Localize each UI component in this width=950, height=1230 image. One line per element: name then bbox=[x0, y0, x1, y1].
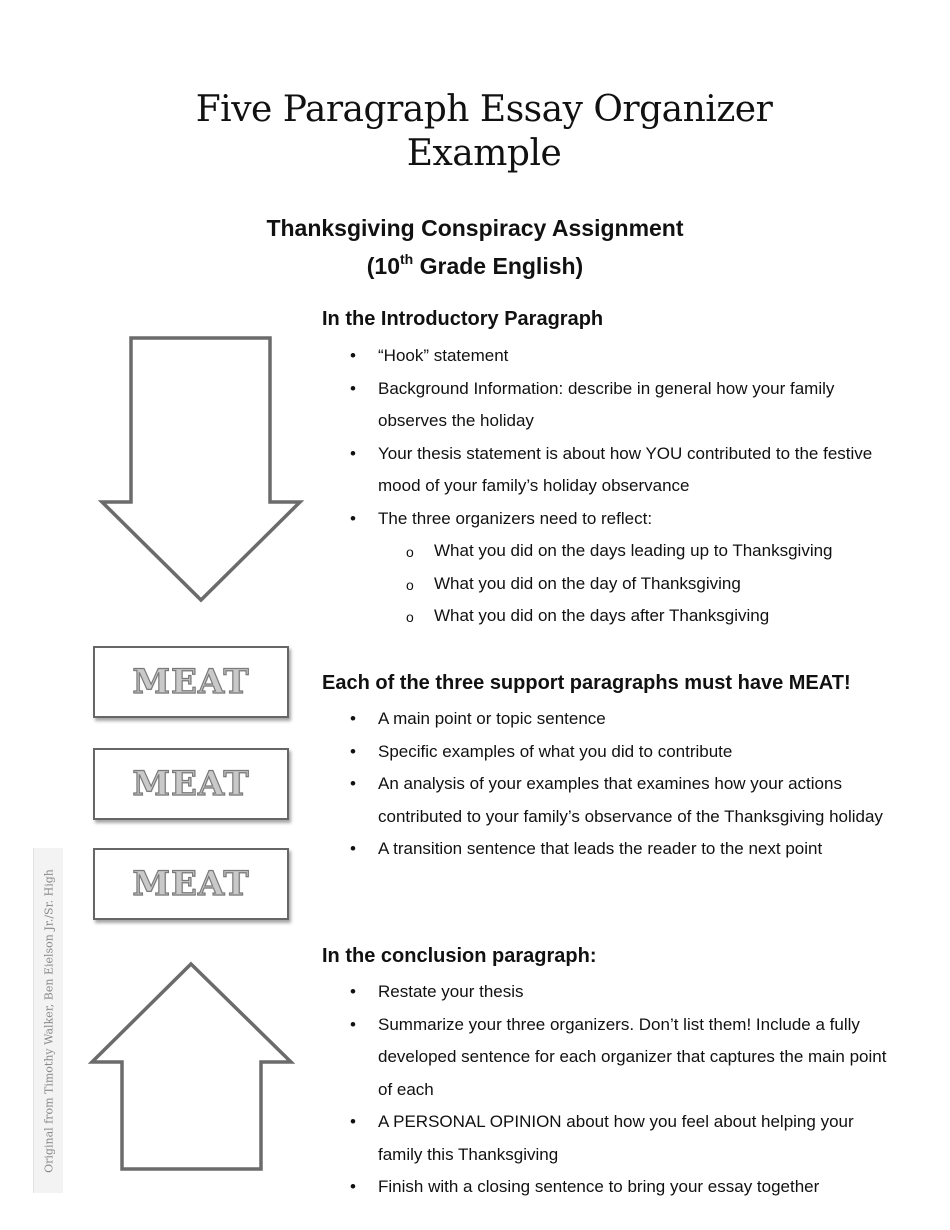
bullet-icon: • bbox=[350, 346, 356, 365]
list-item bbox=[322, 976, 902, 1009]
assignment-title: Thanksgiving Conspiracy Assignment bbox=[266, 215, 684, 241]
intro-bullet-text: “Hook” statement bbox=[378, 346, 509, 365]
intro-heading: In the Introductory Paragraph bbox=[322, 308, 604, 330]
support-list bbox=[322, 703, 902, 866]
meat-label: MEAT bbox=[132, 864, 250, 904]
conclusion-list bbox=[322, 976, 902, 1204]
bullet-icon: • bbox=[350, 839, 356, 858]
list-item bbox=[322, 736, 902, 769]
grade-prefix: (10 bbox=[366, 253, 401, 279]
conclusion-bullet-text: Finish with a closing sentence to bring your essay together bbox=[378, 1177, 820, 1196]
up-arrow-icon bbox=[88, 960, 298, 1174]
intro-bullet-text: Background Information: describe in general how your family observes the holiday bbox=[378, 378, 835, 430]
credit-sidebar bbox=[33, 848, 63, 1193]
sub-bullet-icon: o bbox=[406, 576, 414, 593]
bullet-icon: • bbox=[350, 1014, 356, 1034]
title-line-2: Example bbox=[406, 133, 562, 174]
meat-label: MEAT bbox=[132, 662, 250, 702]
list-item bbox=[322, 1171, 902, 1204]
down-arrow-icon bbox=[98, 334, 306, 604]
sub-bullet-icon: o bbox=[406, 544, 414, 560]
meat-box-1 bbox=[93, 646, 289, 718]
sub-list-item bbox=[378, 535, 902, 568]
bullet-icon: • bbox=[350, 774, 356, 793]
intro-bullet-text: Your thesis statement is about how YOU contributed to the festive mood of your family’s holiday observance bbox=[378, 443, 873, 495]
bullet-icon: • bbox=[350, 741, 356, 761]
bullet-icon: • bbox=[350, 709, 356, 728]
support-bullet-text: A transition sentence that leads the reader to the next point bbox=[378, 839, 823, 858]
list-item bbox=[322, 1106, 902, 1171]
list-item bbox=[322, 1009, 902, 1107]
meat-box-2 bbox=[93, 748, 289, 820]
bullet-icon: • bbox=[350, 1177, 356, 1196]
organizer-sublist bbox=[378, 535, 902, 633]
bullet-icon: • bbox=[350, 982, 356, 1001]
list-item bbox=[322, 373, 902, 438]
conclusion-bullet-text: A PERSONAL OPINION about how you feel about helping your family this Thanksgiving bbox=[378, 1112, 854, 1164]
sub-bullet-text: What you did on the days leading up to Thanksgiving bbox=[434, 541, 833, 560]
conclusion-bullet-text: Restate your thesis bbox=[378, 982, 524, 1001]
list-item bbox=[322, 438, 902, 503]
grade-level bbox=[0, 251, 950, 281]
intro-bullet-text: The three organizers need to reflect: bbox=[378, 508, 653, 528]
bullet-icon: • bbox=[350, 508, 356, 528]
list-item bbox=[322, 340, 902, 373]
grade-superscript: th bbox=[400, 251, 414, 267]
list-item bbox=[322, 503, 902, 633]
credit-text: Original from Timothy Walker, Ben Eielson Jr./Sr. High bbox=[42, 868, 55, 1173]
sub-list-item bbox=[378, 600, 902, 633]
support-bullet-text: A main point or topic sentence bbox=[378, 709, 606, 728]
conclusion-bullet-text: Summarize your three organizers. Don’t list them! Include a fully developed sentence for each organizer that captures the main point of each bbox=[378, 1014, 887, 1099]
list-item bbox=[322, 768, 902, 833]
sub-bullet-text: What you did on the days after Thanksgiving bbox=[434, 606, 770, 625]
bullet-icon: • bbox=[350, 378, 356, 398]
support-heading: Each of the three support paragraphs must have MEAT! bbox=[322, 672, 851, 694]
page-title bbox=[0, 88, 950, 176]
grade-suffix: Grade English) bbox=[413, 253, 584, 279]
bullet-icon: • bbox=[350, 443, 356, 463]
conclusion-heading: In the conclusion paragraph: bbox=[322, 945, 597, 967]
sub-bullet-text: What you did on the day of Thanksgiving bbox=[434, 573, 741, 593]
meat-box-3 bbox=[93, 848, 289, 920]
support-bullet-text: An analysis of your examples that examines how your actions contributed to your family’s observance of the Thanksgiving holiday bbox=[378, 774, 883, 826]
bullet-icon: • bbox=[350, 1112, 356, 1131]
list-item bbox=[322, 833, 902, 866]
title-line-1: Five Paragraph Essay Organizer bbox=[195, 89, 773, 130]
intro-list bbox=[322, 340, 902, 633]
sub-list-item bbox=[378, 568, 902, 601]
list-item bbox=[322, 703, 902, 736]
support-bullet-text: Specific examples of what you did to contribute bbox=[378, 741, 733, 761]
sub-bullet-icon: o bbox=[406, 609, 414, 625]
meat-label: MEAT bbox=[132, 764, 250, 804]
